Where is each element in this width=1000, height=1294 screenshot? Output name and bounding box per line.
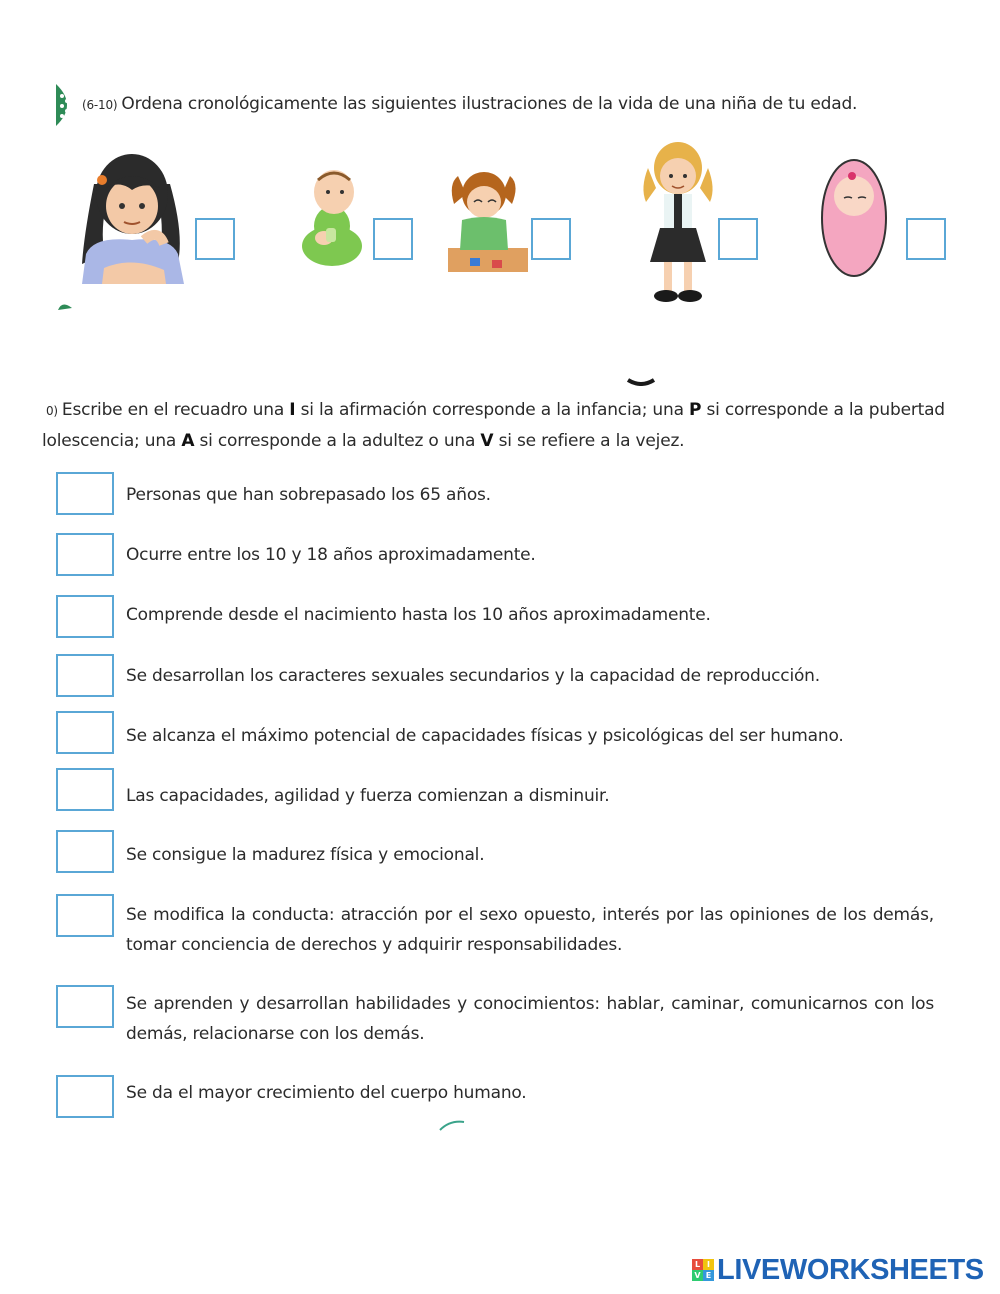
illustration-answer-box-1[interactable] [195,218,235,260]
logo-letter: E [703,1270,714,1281]
question-marker-icon [56,84,78,126]
instruction-text: si se refiere a la vejez. [493,431,685,451]
child-playing-illustration [448,164,528,274]
statement-3: Comprende desde el nacimiento hasta los 10 años aproximadamente. [126,605,711,625]
section2-instruction [42,395,986,456]
baby-sitting-illustration [298,168,366,268]
section1-number: (6-10) [82,98,118,112]
statement-4: Se desarrollan los caracteres sexuales secundarios y la capacidad de reproducción. [126,666,820,686]
statement-7: Se consigue la madurez física y emocional. [126,845,485,865]
logo-letter: I [703,1259,714,1270]
section2-line2 [42,426,986,456]
illustration-answer-box-3[interactable] [531,218,571,260]
statement-5: Se alcanza el máximo potencial de capacidades físicas y psicológicas del ser humano. [126,726,844,746]
answer-box-3[interactable] [56,595,114,638]
letter-v: V [480,431,494,451]
brand-name: LIVEWORKSHEETS [717,1253,984,1286]
statement-1: Personas que han sobrepasado los 65 años. [126,485,491,505]
answer-box-10[interactable] [56,1075,114,1118]
answer-box-6[interactable] [56,768,114,811]
answer-box-7[interactable] [56,830,114,873]
answer-box-2[interactable] [56,533,114,576]
newborn-baby-illustration [818,156,890,278]
section1-instruction [82,94,857,114]
decorative-mark [58,300,74,310]
answer-box-5[interactable] [56,711,114,754]
section1-text: Ordena cronológicamente las siguientes ilustraciones de la vida de una niña de tu edad. [121,94,858,114]
adolescent-girl-illustration [74,144,190,284]
answer-box-8[interactable] [56,894,114,937]
answer-box-4[interactable] [56,654,114,697]
illustration-answer-box-4[interactable] [718,218,758,260]
letter-i: I [289,400,296,420]
section2-number: 0) [46,404,58,418]
answer-box-9[interactable] [56,985,114,1028]
instruction-text: Escribe en el recuadro una [61,400,290,420]
section2-line1 [46,395,986,426]
statement-6: Las capacidades, agilidad y fuerza comienzan a disminuir. [126,786,610,806]
answer-box-1[interactable] [56,472,114,515]
instruction-text: lolescencia; una [42,431,182,451]
letter-a: A [181,431,195,451]
liveworksheets-brand [692,1252,984,1288]
statement-9: Se aprenden y desarrollan habilidades y conocimientos: hablar, caminar, comunicarnos con los demás, relacionarse con los demás. [126,994,934,1044]
instruction-text: si corresponde a la pubertad [701,400,945,420]
decorative-mark [626,376,656,386]
illustration-answer-box-2[interactable] [373,218,413,260]
statement-8: Se modifica la conducta: atracción por el sexo opuesto, interés por las opiniones de los demás, tomar conciencia de derechos y adquirir responsabilidades. [126,905,934,955]
logo-letter: V [692,1270,703,1281]
statement-2: Ocurre entre los 10 y 18 años aproximadamente. [126,545,536,565]
instruction-text: si la afirmación corresponde a la infancia; una [295,400,689,420]
decorative-arc [438,1118,468,1132]
letter-p: P [689,400,702,420]
logo-letter: L [692,1259,703,1270]
school-girl-illustration [640,138,716,304]
statement-10: Se da el mayor crecimiento del cuerpo humano. [126,1083,527,1103]
illustration-answer-box-5[interactable] [906,218,946,260]
liveworksheets-logo-icon [692,1259,714,1281]
instruction-text: si corresponde a la adultez o una [194,431,481,451]
